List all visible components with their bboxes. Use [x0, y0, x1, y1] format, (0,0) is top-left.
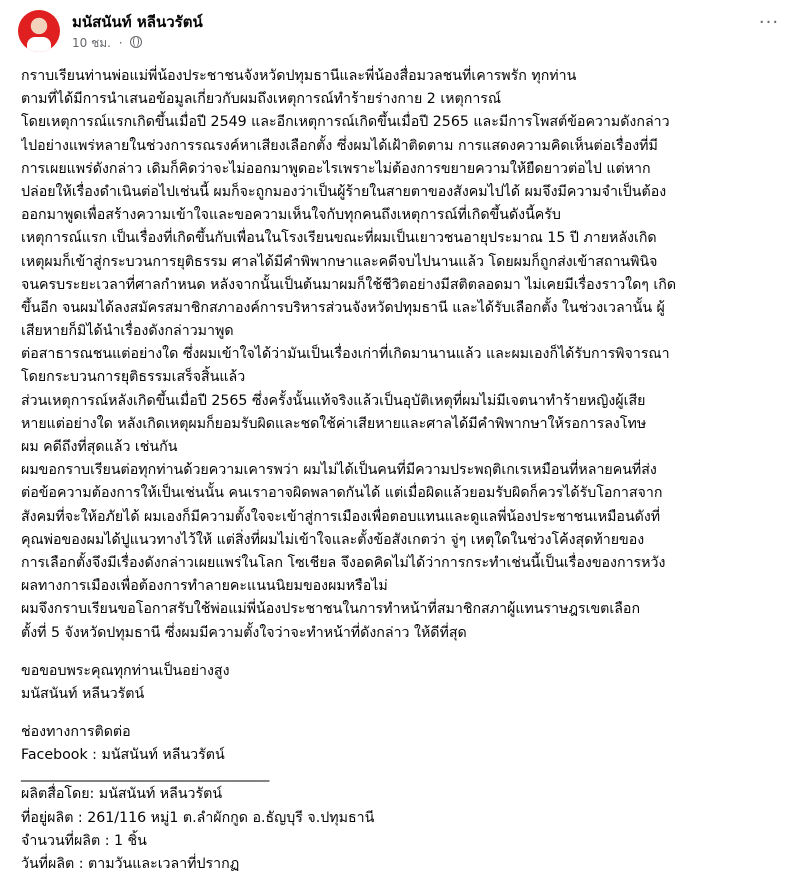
post-text-line: กราบเรียนท่านพ่อแม่พี่น้องประชาชนจังหวัดปทุมธานีและพี่น้องสื่อมวลชนที่เคารพรัก ทุกท่าน — [21, 68, 577, 84]
production-line: จำนวนที่ผลิต : 1 ชิ้น — [21, 832, 147, 849]
contact-facebook: Facebook : มนัสนันท์ หลีนวรัตน์ — [21, 747, 225, 764]
post-body — [21, 65, 781, 876]
post-text-line: ออกมาพูดเพื่อสร้างความเข้าใจและขอความเห็นใจกับทุกคนถึงเหตุการณ์ที่เกิดขึ้นดังนี้ครับ — [21, 207, 561, 224]
post-meta — [72, 34, 142, 53]
post-text-line: เหตุการณ์แรก เป็นเรื่องที่เกิดขึ้นกับเพื่อนในโรงเรียนขณะที่ผมเป็นเยาวชนอายุประมาณ 15 ปี ภายหลังเกิด — [21, 230, 657, 247]
closing-block — [21, 660, 781, 706]
production-line: ที่อยู่ผลิต : 261/116 หมู่1 ต.ลำผักกูด อ.ธัญบุรี จ.ปทุมธานี — [21, 809, 375, 826]
post-text-line: ส่วนเหตุการณ์หลังเกิดขึ้นเมื่อปี 2565 ซึ่งครั้งนั้นแท้จริงแล้วเป็นอุบัติเหตุที่ผมไม่มีเจตนาทำร้ายหญิงผู้เสีย — [21, 392, 646, 409]
avatar-shirt — [27, 37, 51, 52]
author-name[interactable]: มนัสนันท์ หลีนวรัตน์ — [72, 13, 203, 31]
post-text-line: การเลือกตั้งจึงมีเรื่องดังกล่าวเผยแพร่ในโลก โซเชียล จึงอดคิดไม่ได้ว่าการกระทำเช่นนี้เป็นเรื่องของการหวัง — [21, 554, 666, 571]
post-text-line: ผมจึงกราบเรียนขอโอกาสรับใช้พ่อแม่พี่น้องประชาชนในการทำหน้าที่สมาชิกสภาผู้แทนราษฎรเขตเลือก — [21, 601, 641, 618]
closing-line: ขอขอบพระคุณทุกท่านเป็นอย่างสูง — [21, 662, 230, 679]
post-text-line: ไปอย่างแพร่หลายในช่วงการรณรงค์หาเสียงเลือกตั้ง ซึ่งผมได้เฝ้าติดตาม การแสดงความคิดเห็นต่อเรื่องที่มี — [21, 137, 658, 154]
post-timestamp[interactable]: 10 ชม. — [72, 36, 111, 50]
more-options-button[interactable]: ··· — [758, 12, 780, 33]
paragraph-gap — [21, 706, 781, 721]
contact-heading: ช่องทางการติดต่อ — [21, 724, 131, 741]
post-text-line: โดยกระบวนการยุติธรรมเสร็จสิ้นแล้ว — [21, 369, 246, 386]
post-text-line: ต่อสาธารณชนแต่อย่างใด ซึ่งผมเข้าใจได้ว่ามันเป็นเรื่องเก่าที่เกิดมานานแล้ว และผมเองก็ได้รับการพิจารณา — [21, 346, 670, 363]
post-text-line: โดยเหตุการณ์แรกเกิดขึ้นเมื่อปี 2549 และอีกเหตุการณ์เกิดขึ้นเมื่อปี 2565 และมีการโพสต์ข้อความดังกล่าว — [21, 114, 670, 131]
post-header — [18, 8, 782, 58]
divider: ___________________________________ — [21, 766, 270, 783]
post-text-line: ต่อข้อความต้องการให้เป็นเช่นนั้น คนเราอาจผิดพลาดกันได้ แต่เมื่อผิดแล้วยอมรับผิดก็ควรได้รับโอกาสจาก — [21, 485, 663, 502]
production-info — [21, 783, 781, 876]
paragraph-gap — [21, 645, 781, 660]
post-text-line: ขึ้นอีก จนผมได้ลงสมัครสมาชิกสภาองค์การบริหารส่วนจังหวัดปทุมธานี และได้รับเลือกตั้ง ในช่วงเวลานั้น ผู้ — [21, 299, 665, 316]
post-text-line: จนครบระยะเวลาที่ศาลกำหนด หลังจากนั้นเป็นต้นมาผมก็ใช้ชีวิตอย่างมีสติตลอดมา ไม่เคยมีเรื่องราวใดๆ เกิด — [21, 276, 677, 293]
post-text-line: เสียหายก็มิได้นำเรื่องดังกล่าวมาพูด — [21, 323, 234, 340]
post-text-line: หายแต่อย่างใด หลังเกิดเหตุผมก็ยอมรับผิดและชดใช้ค่าเสียหายและศาลได้มีคำพิพากษาให้รอการลงโทษ — [21, 415, 647, 432]
post-text-line: เหตุผมก็เข้าสู่กระบวนการยุติธรรม ศาลได้มีคำพิพากษาและคดีจบไปนานแล้ว โดยผมก็ถูกส่งเข้าสถานพินิจ — [21, 253, 658, 270]
post-text-line: ตามที่ได้มีการนำเสนอข้อมูลเกี่ยวกับผมถึงเหตุการณ์ทำร้ายร่างกาย 2 เหตุการณ์ — [21, 91, 502, 108]
signature-line: มนัสนันท์ หลีนวรัตน์ — [21, 685, 145, 702]
post-text-line: การเผยแพร่ดังกล่าว เดิมก็คิดว่าจะไม่ออกมาพูดอะไรเพราะไม่ต้องการขยายความให้ยืดยาวต่อไป แต่หาก — [21, 160, 651, 177]
post-text-line: สังคมที่จะให้อภัยได้ ผมเองก็มีความตั้งใจจะเข้าสู่การเมืองเพื่อตอบแทนและดูแลพี่น้องประชาชนเหมือนดังที่ — [21, 508, 661, 525]
post-text-line: ผมขอกราบเรียนต่อทุกท่านด้วยความเคารพว่า ผมไม่ได้เป็นคนที่มีความประพฤติเกเรเหมือนที่หลายคนที่ส่ง — [21, 462, 657, 479]
post-text-line: ตั้งที่ 5 จังหวัดปทุมธานี ซึ่งผมมีความตั้งใจว่าจะทำหน้าที่ดังกล่าว ให้ดีที่สุด — [21, 624, 467, 641]
globe-icon — [130, 36, 142, 48]
production-line: ผลิตสื่อโดย: มนัสนันท์ หลีนวรัตน์ — [21, 786, 223, 803]
contact-block — [21, 721, 781, 767]
post-text-line: ผลทางการเมืองเพื่อต้องการทำลายคะแนนนิยมของผมหรือไม่ — [21, 578, 388, 595]
main-paragraphs — [21, 65, 781, 645]
production-line: วันที่ผลิต : ตามวันและเวลาที่ปรากฏ — [21, 856, 240, 872]
post-text-line: ปล่อยให้เรื่องดำเนินต่อไปเช่นนี้ ผมก็จะถูกมองว่าเป็นผู้ร้ายในสายตาของสังคมไปได้ ผมจึงมีความจำเป็นต้อง — [21, 183, 667, 200]
post-text-line: ผม คดีถึงที่สุดแล้ว เช่นกัน — [21, 439, 178, 455]
avatar[interactable] — [18, 10, 60, 52]
meta-separator: · — [118, 36, 123, 50]
post-text-line: คุณพ่อของผมได้ปูแนวทางไว้ให้ แต่สิ่งที่ผมไม่เข้าใจและตั้งข้อสังเกตว่า จู่ๆ เหตุใดในช่วงโค้งสุดท้ายของ — [21, 531, 645, 548]
